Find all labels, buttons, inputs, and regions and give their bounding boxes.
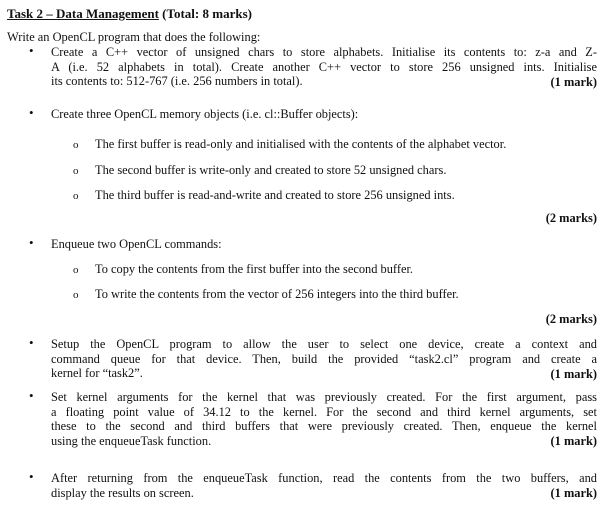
bullet-line: Set kernel arguments for the kernel that was previously created. For the first argument, pass [51, 390, 597, 404]
bullet-enqueue-commands: Enqueue two OpenCL commands: [51, 237, 222, 251]
marks-label: (1 mark) [550, 75, 597, 89]
bullet-marker: • [29, 469, 34, 484]
bullet-line: a floating point value of 34.12 to the kernel. For the second and third kernel arguments, set [51, 404, 597, 419]
sub-bullet-marker: o [73, 165, 79, 177]
sub-item-third-buffer: The third buffer is read-and-write and created to store 256 unsigned ints. [95, 188, 455, 202]
bullet-line: display the results on screen. [51, 485, 194, 500]
bullet-line: command queue for that device. Then, build the provided “task2.cl” program and create a [51, 351, 597, 366]
bullet-line: these to the second and third buffers that were previously created. Then, enqueue the kernel [51, 419, 597, 434]
bullet-marker: • [29, 235, 34, 250]
sub-item-copy: To copy the contents from the first buffer into the second buffer. [95, 262, 413, 276]
bullet-marker: • [29, 43, 34, 58]
marks-label: (2 marks) [545, 211, 597, 225]
bullet-read-results [51, 471, 597, 500]
bullet-line: its contents to: 512-767 (i.e. 256 numbers in total). [51, 74, 303, 89]
sub-item-first-buffer: The first buffer is read-only and initialised with the contents of the alphabet vector. [95, 137, 507, 151]
bullet-memory-objects: Create three OpenCL memory objects (i.e. cl::Buffer objects): [51, 107, 359, 121]
marks-label: (1 mark) [550, 434, 597, 448]
sub-bullet-marker: o [73, 139, 79, 151]
bullet-line: Setup the OpenCL program to allow the user to select one device, create a context and [51, 337, 597, 351]
sub-item-write: To write the contents from the vector of 256 integers into the third buffer. [95, 287, 459, 301]
bullet-marker: • [29, 335, 34, 350]
task-total: (Total: 8 marks) [158, 6, 252, 21]
bullet-line: using the enqueueTask function. [51, 433, 212, 448]
sub-item-second-buffer: The second buffer is write-only and created to store 52 unsigned chars. [95, 163, 447, 177]
marks-label: (2 marks) [545, 312, 597, 326]
bullet-line: kernel for “task2”. [51, 366, 143, 381]
bullet-line: After returning from the enqueueTask function, read the contents from the two buffers, and [51, 471, 597, 485]
sub-bullet-marker: o [73, 264, 79, 276]
task-title: Task 2 – Data Management [7, 6, 159, 21]
sub-bullet-marker: o [73, 289, 79, 301]
intro-text: Write an OpenCL program that does the following: [7, 30, 261, 44]
marks-label: (1 mark) [550, 367, 597, 381]
bullet-marker: • [29, 105, 34, 120]
bullet-create-vectors [51, 45, 597, 89]
bullet-line: A (i.e. 52 alphabets in total). Create another C++ vector to store 256 unsigned ints. Initialise [51, 59, 597, 74]
bullet-kernel-arguments [51, 390, 597, 448]
bullet-marker: • [29, 388, 34, 403]
sub-bullet-marker: o [73, 190, 79, 202]
task-heading [7, 7, 252, 22]
marks-label: (1 mark) [550, 486, 597, 500]
bullet-line: Create a C++ vector of unsigned chars to store alphabets. Initialise its contents to: z-a and Z- [51, 45, 597, 59]
bullet-setup-program [51, 337, 597, 381]
